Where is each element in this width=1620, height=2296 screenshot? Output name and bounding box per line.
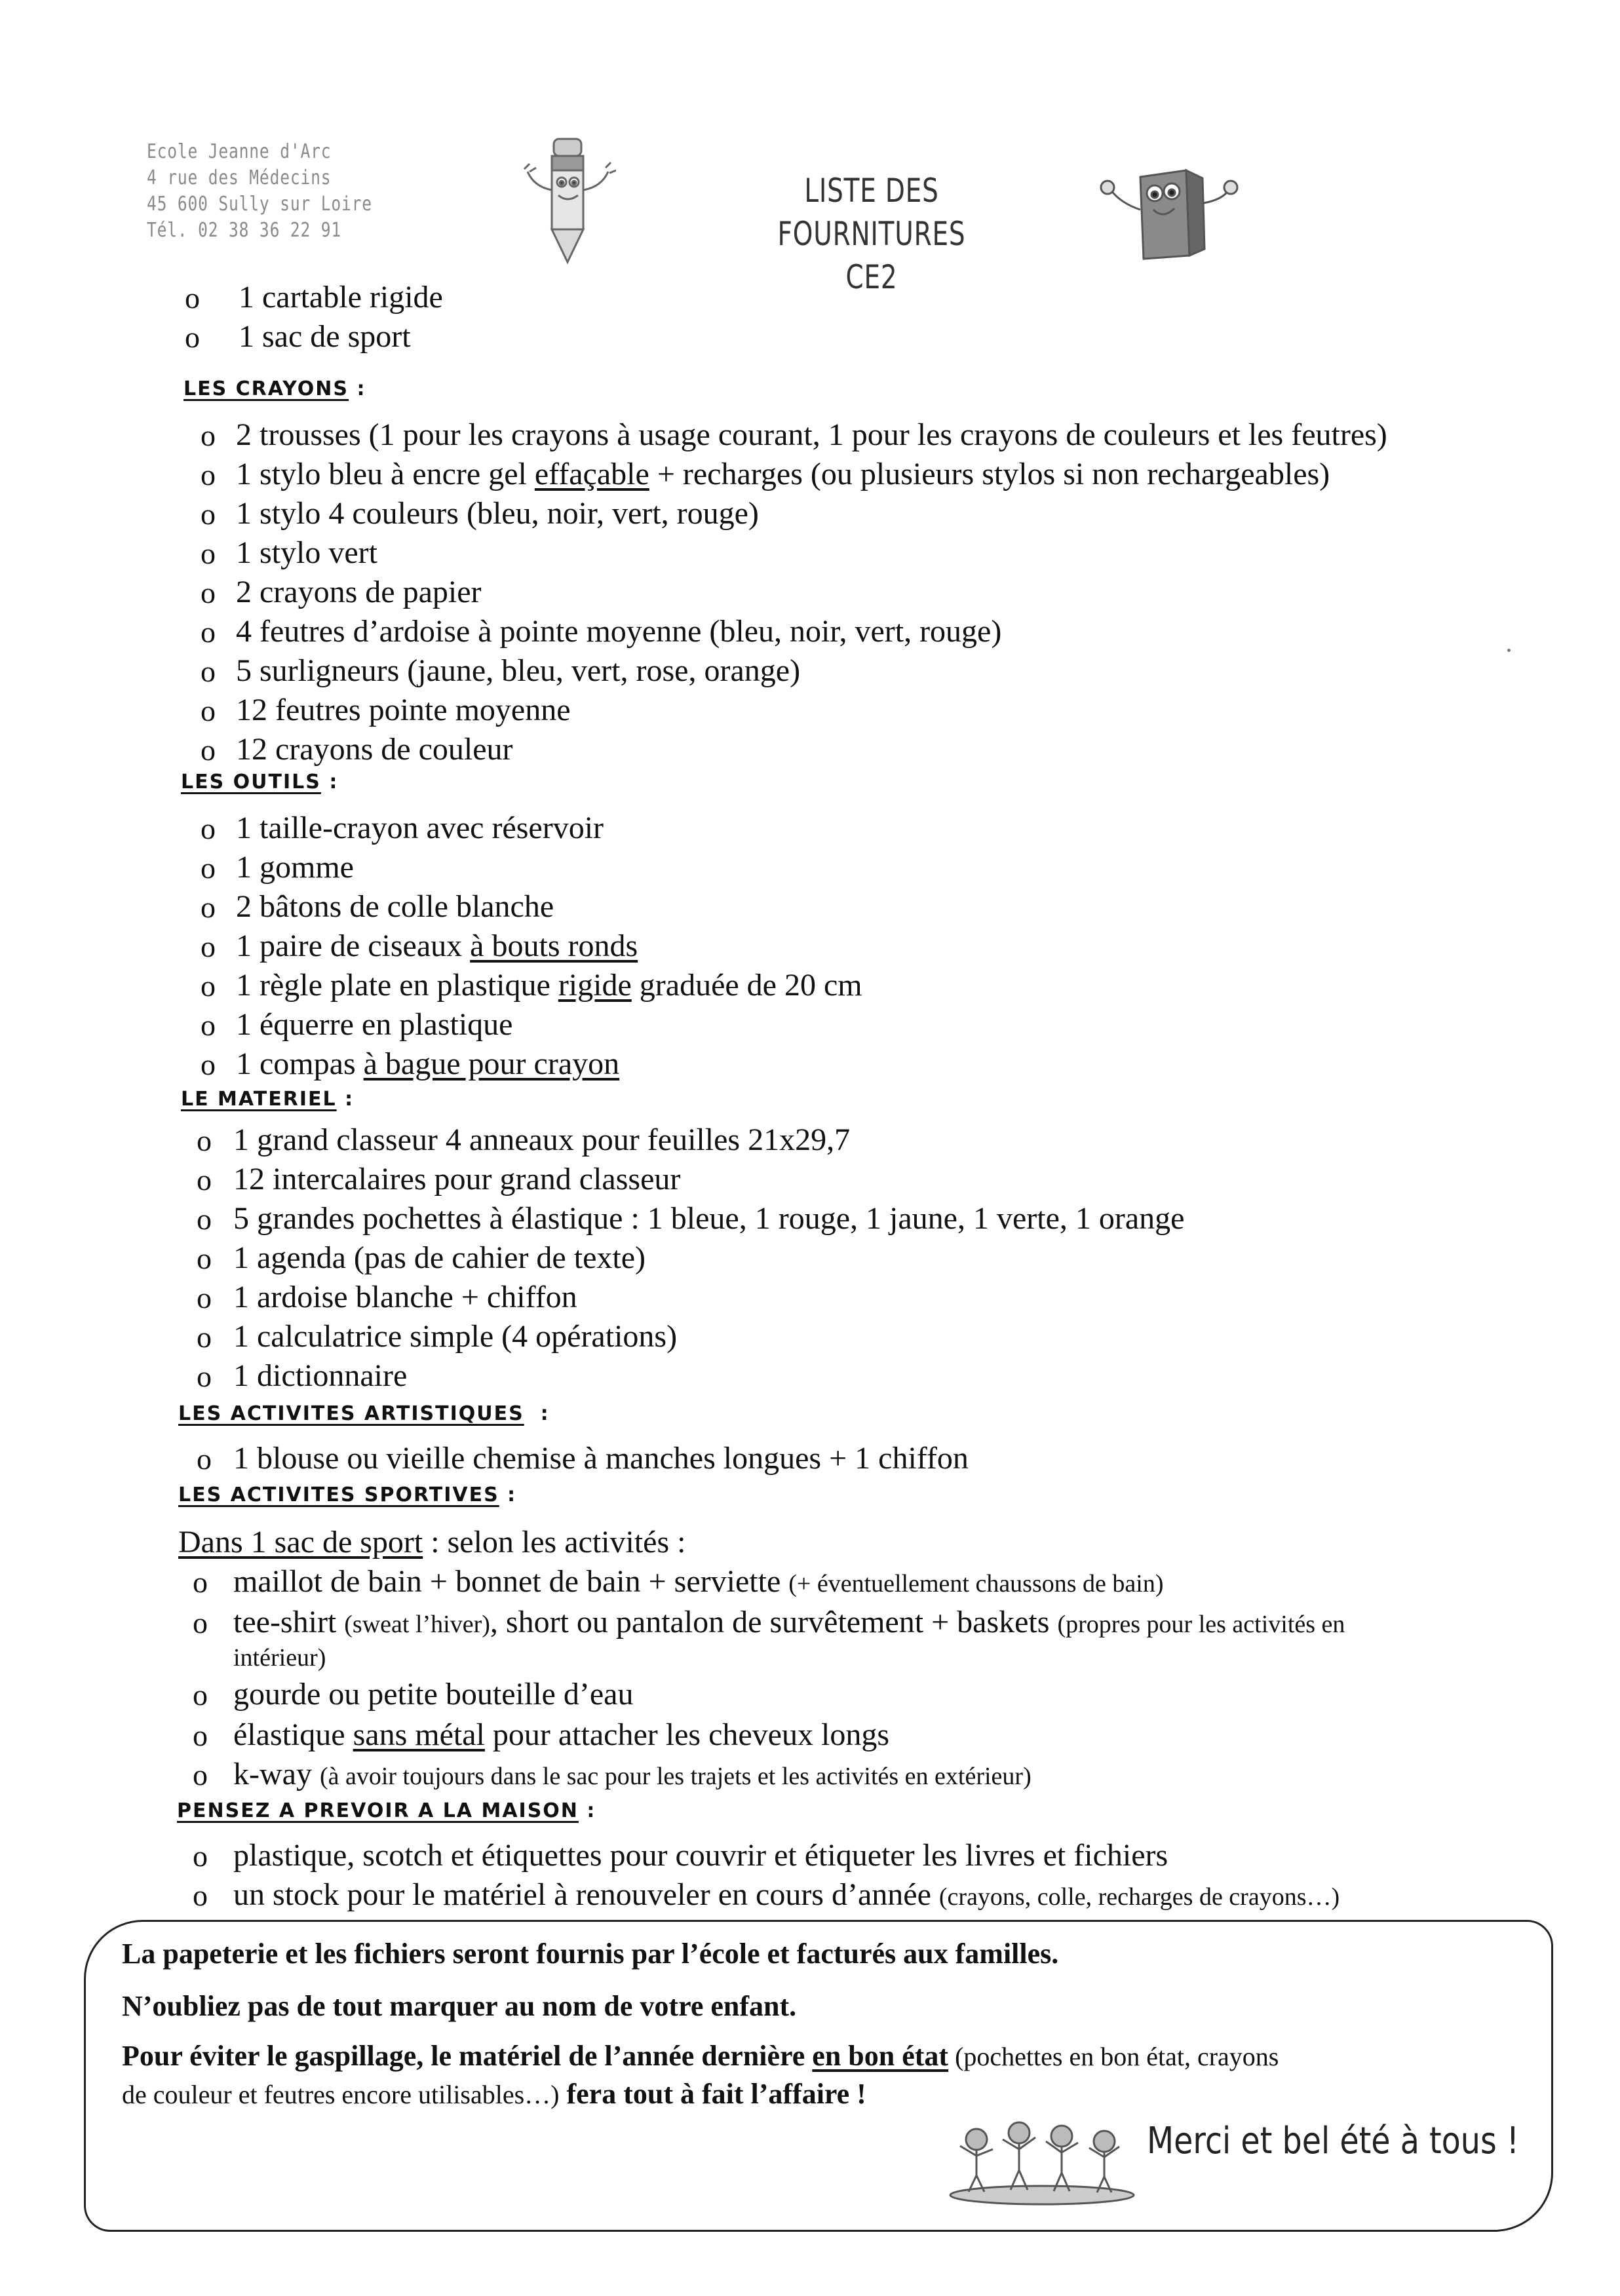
children-illustration-icon [944, 2110, 1140, 2208]
list-item: 12 crayons de couleur [236, 732, 513, 767]
bullet: o [197, 1281, 212, 1314]
list-item-continuation: intérieur) [233, 1644, 326, 1672]
section-heading-sportives: LES ACTIVITES SPORTIVES : [178, 1483, 517, 1506]
pencil-mascot-icon [518, 131, 616, 269]
list-item: 1 calculatrice simple (4 opérations) [233, 1319, 678, 1354]
closing-message: Merci et bel été à tous ! [1147, 2120, 1519, 2162]
list-item: 1 règle plate en plastique rigide graduée de 20 cm [236, 968, 862, 1003]
bullet: o [197, 1163, 212, 1196]
list-item: plastique, scotch et étiquettes pour couvrir et étiqueter les livres et fichiers [233, 1838, 1168, 1873]
list-item: k-way (à avoir toujours dans le sac pour les trajets et les activités en extérieur) [233, 1757, 1032, 1791]
sharpener-mascot-icon [1088, 138, 1239, 269]
scan-speck [1507, 649, 1511, 652]
bullet: o [201, 969, 216, 1003]
bullet: o [193, 1839, 208, 1873]
list-item: 2 crayons de papier [236, 575, 482, 609]
section-heading-crayons: LES CRAYONS : [183, 377, 366, 400]
list-item: 1 ardoise blanche + chiffon [233, 1280, 577, 1314]
address-line: 45 600 Sully sur Loire [147, 193, 372, 216]
list-item: 4 feutres d’ardoise à pointe moyenne (bleu, noir, vert, rouge) [236, 614, 1002, 649]
address-line: Ecole Jeanne d'Arc [147, 140, 332, 163]
bullet: o [193, 1879, 208, 1912]
bullet: o [193, 1758, 208, 1791]
section-heading-artistiques: LES ACTIVITES ARTISTIQUES : [178, 1402, 550, 1425]
list-item: élastique sans métal pour attacher les cheveux longs [233, 1717, 889, 1752]
notice-line-3: Pour éviter le gaspillage, le matériel de l’année dernière en bon état (pochettes en bon état, crayons [122, 2040, 1279, 2072]
list-item: 1 compas à bague pour crayon [236, 1046, 620, 1081]
list-item: maillot de bain + bonnet de bain + serviette (+ éventuellement chaussons de bain) [233, 1564, 1164, 1599]
bullet: o [197, 1320, 212, 1354]
bullet: o [201, 419, 216, 452]
list-item: 12 feutres pointe moyenne [236, 693, 571, 727]
list-item: 1 blouse ou vieille chemise à manches longues + 1 chiffon [233, 1441, 969, 1476]
list-item: 1 taille-crayon avec réservoir [236, 811, 604, 845]
bullet: o [201, 851, 216, 885]
bullet: o [201, 458, 216, 491]
sport-intro: Dans 1 sac de sport : selon les activités : [178, 1525, 686, 1559]
list-item: tee-shirt (sweat l’hiver), short ou pantalon de survêtement + baskets (propres pour les activités en [233, 1605, 1345, 1639]
title-line-1: LISTE DES FOURNITURES [777, 172, 966, 253]
bullet: o [197, 1202, 212, 1236]
bullet: o [197, 1242, 212, 1275]
bullet: o [193, 1678, 208, 1712]
bullet: o [197, 1360, 212, 1393]
list-item: 1 agenda (pas de cahier de texte) [233, 1240, 646, 1275]
bullet: o [193, 1606, 208, 1639]
bullet: o [193, 1565, 208, 1599]
bullet: o [197, 1124, 212, 1157]
list-item: un stock pour le matériel à renouveler en cours d’année (crayons, colle, recharges de crayons…) [233, 1877, 1340, 1912]
bullet: o [201, 694, 216, 727]
bullet: o [201, 930, 216, 963]
school-address [147, 139, 372, 244]
bullet: o [201, 655, 216, 688]
list-item: 1 stylo vert [236, 535, 377, 570]
bullet: o [185, 281, 200, 315]
bullet: o [193, 1719, 208, 1752]
list-item: 1 paire de ciseaux à bouts ronds [236, 928, 638, 963]
section-heading-maison: PENSEZ A PREVOIR A LA MAISON : [177, 1799, 596, 1822]
list-item: 1 stylo 4 couleurs (bleu, noir, vert, rouge) [236, 496, 759, 531]
notice-line-1: La papeterie et les fichiers seront fournis par l’école et facturés aux familles. [122, 1938, 1059, 1970]
list-item: 1 grand classeur 4 anneaux pour feuilles 21x29,7 [233, 1122, 851, 1157]
bullet: o [201, 576, 216, 609]
list-item: gourde ou petite bouteille d’eau [233, 1677, 634, 1712]
notice-line-2: N’oubliez pas de tout marquer au nom de votre enfant. [122, 1990, 797, 2022]
bullet: o [201, 537, 216, 570]
list-item: 1 stylo bleu à encre gel effaçable + recharges (ou plusieurs stylos si non rechargeables) [236, 457, 1330, 491]
bullet: o [201, 733, 216, 767]
bullet: o [201, 615, 216, 649]
list-item: 1 sac de sport [239, 319, 411, 354]
address-line: 4 rue des Médecins [147, 166, 332, 189]
page-title [708, 169, 1035, 299]
title-line-2: CE2 [845, 258, 898, 296]
list-item: 5 grandes pochettes à élastique : 1 bleue, 1 rouge, 1 jaune, 1 verte, 1 orange [233, 1201, 1185, 1236]
list-item: 2 bâtons de colle blanche [236, 889, 554, 924]
section-heading-materiel: LE MATERIEL : [181, 1088, 355, 1111]
bullet: o [201, 1048, 216, 1081]
bullet: o [197, 1442, 212, 1476]
notice-line-4: de couleur et feutres encore utilisables…) fera tout à fait l’affaire ! [122, 2078, 866, 2110]
bullet: o [201, 890, 216, 924]
list-item: 12 intercalaires pour grand classeur [233, 1162, 681, 1196]
list-item: 2 trousses (1 pour les crayons à usage courant, 1 pour les crayons de couleurs et les feutres) [236, 417, 1387, 452]
list-item: 1 gomme [236, 850, 354, 885]
bullet: o [201, 812, 216, 845]
section-heading-outils: LES OUTILS : [181, 771, 339, 794]
bullet: o [185, 320, 200, 354]
bullet: o [201, 497, 216, 531]
list-item: 1 équerre en plastique [236, 1007, 513, 1042]
bullet: o [201, 1008, 216, 1042]
address-line: Tél. 02 38 36 22 91 [147, 219, 341, 242]
list-item: 5 surligneurs (jaune, bleu, vert, rose, orange) [236, 653, 801, 688]
list-item: 1 dictionnaire [233, 1358, 408, 1393]
list-item: 1 cartable rigide [239, 280, 443, 315]
